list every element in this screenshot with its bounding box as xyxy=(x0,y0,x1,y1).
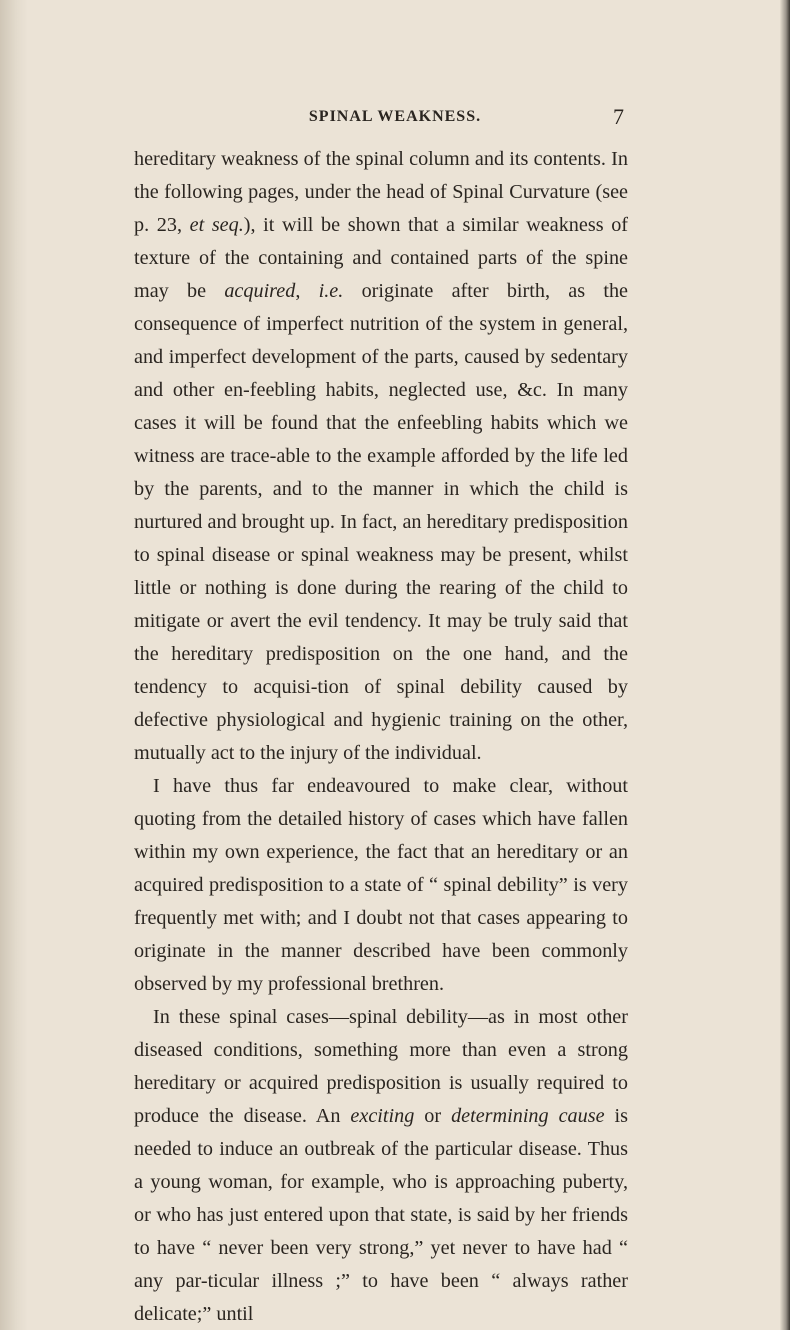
text-run: In these spinal cases—spinal debility—as in most other diseased conditions, something more than even a strong hereditary or acquired predisposition is usually required to produce the disease. An xyxy=(134,1006,628,1127)
italic-text: et seq. xyxy=(189,214,244,236)
italic-text: determining cause xyxy=(451,1105,605,1127)
text-run: hereditary weakness of the spinal column and its contents. In the following pages, under the head of Spinal Curvature (see p. 23, xyxy=(134,148,628,236)
text-run: ), it will be shown that a similar weakness of texture of the containing and contained parts of the spine may be xyxy=(134,214,629,302)
paragraph xyxy=(134,143,628,770)
spine-shadow xyxy=(0,0,28,1330)
italic-text: i.e. xyxy=(318,280,344,302)
running-head: SPINAL WEAKNESS. xyxy=(308,108,482,125)
text-run: I have thus far endeavoured to make clear, without quoting from the detailed history of cases which have fallen within my own experience, the fact that an hereditary or an acquired predisposition to a state of “ spinal debility” is very frequently met with; and I doubt not that cases appearing to originate in the manner described have been commonly observed by my professional brethren. xyxy=(134,775,628,995)
text-run: or xyxy=(414,1105,452,1127)
italic-text: acquired xyxy=(224,280,296,302)
paragraph xyxy=(134,1001,628,1331)
text-run: originate after birth, as the consequence of imperfect nutrition of the system in general, and imperfect development of the parts, caused by sedentary and other en-feebling habits, neglected use, &c. In many cases it will be found that the enfeebling habits which we witness are trace-able to the example afforded by the life led by the parents, and to the manner in which the child is nurtured and brought up. In fact, an hereditary predisposition to spinal disease or spinal weakness may be present, whilst little or nothing is done during the rearing of the child to mitigate or avert the evil tendency. It may be truly said that the hereditary predisposition on the one hand, and the tendency to acquisi-tion of spinal debility caused by defective physiological and hygienic training on the other, mutually act to the injury of the individual. xyxy=(134,280,628,764)
text-run: , xyxy=(295,280,319,302)
page-header xyxy=(0,104,790,138)
paragraph xyxy=(134,770,628,1001)
body-text xyxy=(134,143,628,1331)
text-run: is needed to induce an outbreak of the particular disease. Thus a young woman, for example, who is approaching puberty, or who has just entered upon that state, is said by her friends to have “ never been very strong,” yet never to have had “ any par-ticular illness ;” to have been “ always rather delicate;” until xyxy=(134,1105,628,1325)
italic-text: exciting xyxy=(350,1105,415,1127)
page-edge xyxy=(780,0,790,1330)
page-number: 7 xyxy=(613,104,624,129)
